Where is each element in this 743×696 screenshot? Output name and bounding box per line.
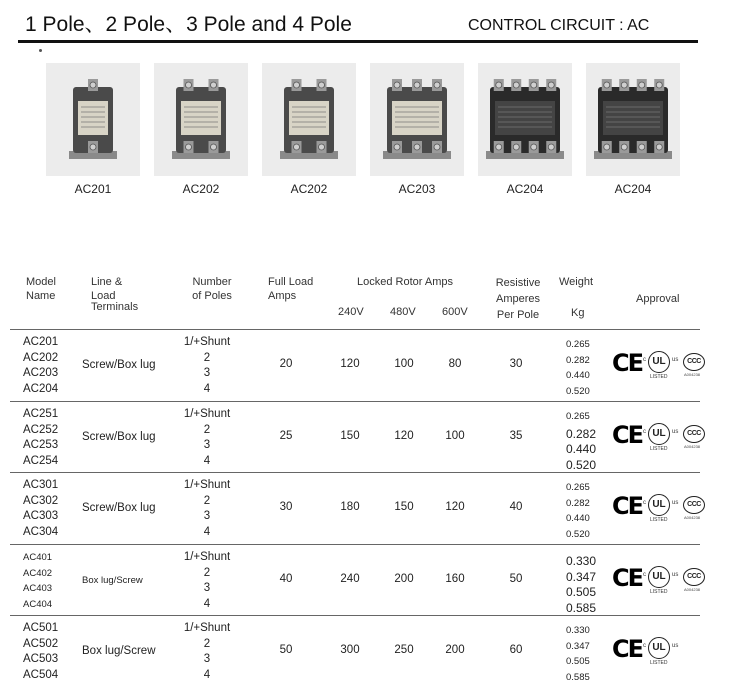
weight-kg: 0.282 [566,426,597,441]
pole-count: 2 [203,423,211,436]
pole-count: 1/+Shunt [183,479,231,491]
row-divider [10,544,700,545]
pole-counts [177,550,237,612]
ccc-number-label: A004238 [684,444,701,449]
model-name: AC251 [23,408,59,420]
weight-kg: 0.520 [566,385,590,397]
model-name: AC254 [23,454,59,467]
weight-kg: 0.505 [566,585,597,599]
ul-listed-mark-icon: UL [648,351,670,373]
full-load-amps: 50 [279,644,293,656]
weight-kg: 0.440 [566,513,590,524]
full-load-amps: 30 [279,501,293,513]
lra-480v: 150 [394,501,414,513]
model-name: AC201 [23,336,59,348]
pole-counts [177,335,237,397]
header-model-line2: Name [26,290,56,302]
lra-240v: 150 [340,430,360,442]
header-poles [182,275,242,303]
header-fla-line1: Full Load [268,276,314,288]
row-divider [10,615,700,616]
model-name: AC252 [23,423,59,436]
ul-us-label: us [672,572,679,578]
ul-c-label: c [643,357,646,363]
decorative-dot [39,49,42,52]
row-divider [10,329,700,330]
ul-listed-mark-icon: UL [648,423,670,445]
model-name: AC504 [23,668,59,681]
contactor-3-pole-photo [370,63,464,176]
product-label: AC203 [398,182,436,196]
pole-count: 1/+Shunt [183,408,231,420]
weight-kg: 0.347 [566,569,597,584]
lra-480v: 250 [394,644,414,656]
product-label: AC204 [614,182,652,196]
pole-count: 1/+Shunt [183,336,231,348]
model-name: AC204 [23,382,59,395]
weight-kg: 0.265 [566,339,590,350]
weight-kg: 0.330 [566,554,597,568]
weight-kg: 0.282 [566,354,590,366]
ccc-mark-icon: CCC [683,568,705,586]
model-name: AC302 [23,494,59,507]
weight-kg: 0.440 [566,442,597,456]
ul-c-label: c [643,429,646,435]
pole-count: 3 [203,582,211,595]
pole-counts [177,621,237,683]
model-name: AC401 [23,552,53,563]
header-terminals-line3: Terminals [91,301,139,313]
ce-mark-icon: CE [612,349,643,377]
weight-kg: 0.520 [566,457,597,472]
resistive-amps: 60 [509,644,523,656]
model-names [23,335,58,397]
pole-count: 2 [203,494,211,507]
full-load-amps: 20 [279,358,293,370]
terminal-type: Box lug/Screw [82,645,156,657]
header-resistive [490,275,546,323]
contactor-4-pole-photo [478,63,572,176]
lra-240v: 120 [340,358,360,370]
lra-600v: 100 [445,430,465,442]
ul-us-label: us [672,357,679,363]
header-poles-line1: Number [192,276,232,288]
ul-c-label: c [643,572,646,578]
header-480v: 480V [390,306,416,318]
row-divider [10,401,700,402]
weight-kg: 0.347 [566,640,590,652]
terminal-type: Screw/Box lug [82,359,156,371]
model-name: AC502 [23,637,59,650]
ul-listed-label: LISTED [650,517,668,523]
resistive-amps: 40 [509,501,523,513]
ul-listed-label: LISTED [650,589,668,595]
ccc-mark-icon: CCC [683,353,705,371]
lra-480v: 200 [394,573,414,585]
pole-count: 2 [203,637,211,650]
lra-600v: 200 [445,644,465,656]
ul-listed-mark-icon: UL [648,494,670,516]
pole-count: 3 [203,439,211,452]
contactor-2-pole-photo [262,63,356,176]
weight-kg: 0.282 [566,497,590,509]
weight-kg: 0.440 [566,370,590,381]
header-kg: Kg [571,307,585,319]
weight-kg: 0.585 [566,600,597,615]
model-names [23,621,58,683]
model-name: AC303 [23,510,59,523]
ce-mark-icon: CE [612,421,643,449]
full-load-amps: 25 [279,430,293,442]
title-rule [18,40,698,43]
product-label: AC204 [506,182,544,196]
row-divider [10,472,700,473]
ccc-number-label: A004238 [684,587,701,592]
ul-us-label: us [672,643,679,649]
pole-count: 3 [203,653,211,666]
header-terminals [91,275,138,314]
model-name: AC402 [23,567,53,579]
model-name: AC253 [23,439,59,452]
lra-600v: 120 [445,501,465,513]
pole-counts [177,478,237,540]
model-names [23,550,52,612]
lra-600v: 160 [445,573,465,585]
full-load-amps: 40 [279,573,293,585]
header-fla-line2: Amps [268,290,297,302]
header-240v: 240V [338,306,364,318]
weight-kg: 0.505 [566,656,590,667]
header-600v: 600V [442,306,468,318]
pole-count: 3 [203,510,211,523]
product-label: AC201 [74,182,112,196]
model-name: AC403 [23,583,53,595]
pole-count: 2 [203,351,211,364]
pole-count: 1/+Shunt [183,551,231,563]
model-name: AC501 [23,622,59,634]
ul-c-label: c [643,643,646,649]
lra-600v: 80 [448,358,462,370]
ccc-number-label: A004238 [684,372,701,377]
model-names [23,407,58,469]
lra-240v: 180 [340,501,360,513]
model-name: AC304 [23,525,59,538]
ul-us-label: us [672,500,679,506]
header-poles-line2: of Poles [192,290,232,302]
weight-kg: 0.265 [566,411,590,422]
terminal-type: Screw/Box lug [82,502,156,514]
header-terminals-line2: Load [91,290,116,302]
ce-mark-icon: CE [612,564,643,592]
header-resistive-line2: Amperes [495,293,541,305]
resistive-amps: 50 [509,573,523,585]
ul-listed-label: LISTED [650,660,668,666]
pole-count: 4 [203,454,211,467]
weight-kg: 0.585 [566,671,590,683]
model-name: AC202 [23,351,59,364]
pole-count: 4 [203,382,211,395]
pole-count: 4 [203,597,211,610]
header-fla [268,275,313,303]
pole-counts [177,407,237,469]
control-circuit-label: CONTROL CIRCUIT : AC [468,17,650,34]
model-names [23,478,58,540]
ccc-number-label: A004238 [684,515,701,520]
header-model [26,275,56,303]
ccc-mark-icon: CCC [683,496,705,514]
pole-count: 4 [203,525,211,538]
header-resistive-line3: Per Pole [496,309,540,321]
resistive-amps: 35 [509,430,523,442]
lra-480v: 100 [394,358,414,370]
ul-listed-mark-icon: UL [648,566,670,588]
header-weight: Weight [559,276,594,288]
model-name: AC301 [23,479,59,491]
terminal-type: Box lug/Screw [82,575,143,586]
ul-listed-label: LISTED [650,446,668,452]
pole-count: 2 [203,566,211,579]
header-lra: Locked Rotor Amps [357,276,453,288]
ul-listed-mark-icon: UL [648,637,670,659]
page-title: 1 Pole、2 Pole、3 Pole and 4 Pole [25,13,352,36]
model-name: AC404 [23,598,53,610]
lra-480v: 120 [394,430,414,442]
ce-mark-icon: CE [612,635,643,663]
model-name: AC203 [23,367,59,380]
terminal-type: Screw/Box lug [82,431,156,443]
resistive-amps: 30 [509,358,523,370]
lra-240v: 300 [340,644,360,656]
ce-mark-icon: CE [612,492,643,520]
header-model-line1: Model [26,276,56,288]
product-label: AC202 [290,182,328,196]
pole-count: 3 [203,367,211,380]
ul-c-label: c [643,500,646,506]
weight-kg: 0.265 [566,482,590,493]
weight-kg: 0.330 [566,625,590,636]
ccc-mark-icon: CCC [683,425,705,443]
pole-count: 1/+Shunt [183,622,231,634]
pole-count: 4 [203,668,211,681]
header-terminals-line1: Line & [91,276,123,288]
contactor-2-pole-photo [154,63,248,176]
product-label: AC202 [182,182,220,196]
lra-240v: 240 [340,573,360,585]
contactor-4-pole-photo [586,63,680,176]
model-name: AC503 [23,653,59,666]
ul-listed-label: LISTED [650,374,668,380]
weight-kg: 0.520 [566,528,590,540]
header-resistive-line1: Resistive [495,277,541,289]
contactor-1-pole-photo [46,63,140,176]
header-approval: Approval [636,293,680,305]
ul-us-label: us [672,429,679,435]
